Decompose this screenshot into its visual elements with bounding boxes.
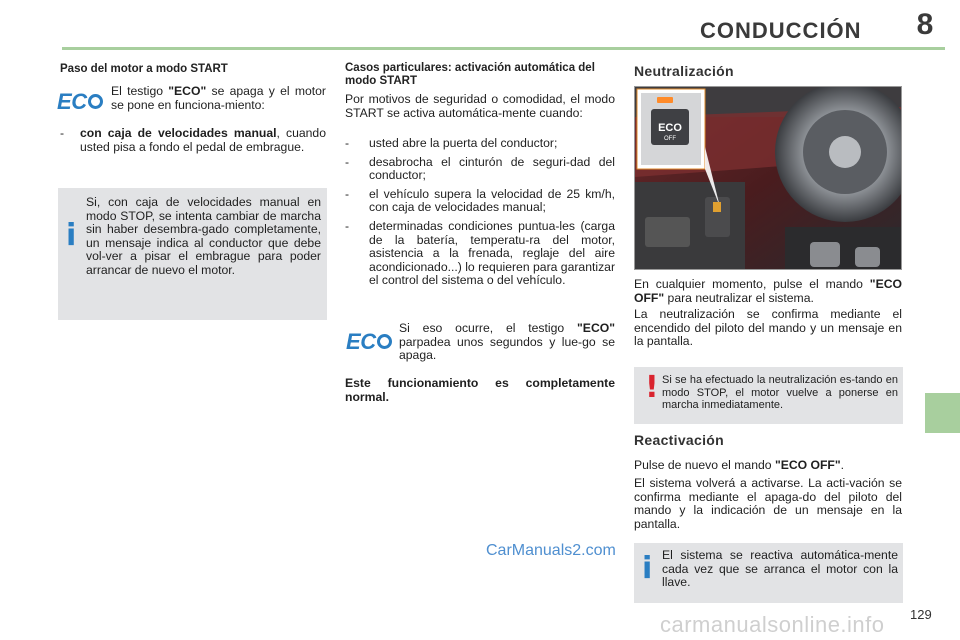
dashboard-illustration [635, 87, 902, 270]
reactivation-text-2: El sistema volverá a activarse. La acti-vación se confirma mediante el apaga-do del piloto del mando y la indicación de un mensaje en la pantalla. [634, 476, 902, 531]
dashboard-photo [634, 86, 902, 270]
info-text-reactivation: El sistema se reactiva automática-mente cada vez que se arranca el motor con la llave. [662, 548, 898, 590]
list-item: - el vehículo supera la velocidad de 25 km/h, con caja de velocidades manual; [345, 186, 615, 215]
chapter-side-tab [925, 393, 960, 433]
header-rule [62, 47, 945, 50]
list-item: - desabrocha el cinturón de seguri-dad del conductor; [345, 154, 615, 183]
watermark-bottom: carmanualsonline.info [660, 612, 885, 637]
neutralization-heading: Neutralización [634, 63, 734, 79]
eco-button-label: ECO [658, 122, 682, 134]
normal-operation-note: Este funcionamiento es completamente normal. [345, 376, 615, 404]
warning-text: Si se ha efectuado la neutralización es-tando en modo STOP, el motor vuelve a ponerse en marcha inmediatamente. [662, 374, 898, 412]
info-icon-2: i [642, 551, 653, 586]
reactivation-heading: Reactivación [634, 432, 724, 448]
warning-exclamation-icon: ! [645, 370, 659, 405]
info-box-manual [58, 188, 327, 320]
eco-indicator-icon: EC [57, 91, 103, 113]
manual-gearbox-item: - con caja de velocidades manual, cuando usted pisa a fondo el pedal de embrague. [60, 126, 326, 154]
info-box-reactivation [634, 543, 903, 603]
info-icon: i [66, 218, 77, 253]
chapter-number: 8 [916, 8, 934, 41]
page-number: 129 [910, 607, 932, 622]
eco-indicator-icon-2: EC [346, 331, 392, 353]
start-mode-heading: Paso del motor a modo START [60, 63, 228, 75]
watermark-site: CarManuals2.com [486, 542, 616, 559]
eco-flash-description: Si eso ocurre, el testigo "ECO" parpadea unos segundos y lue-go se apaga. [399, 321, 615, 363]
chapter-title: CONDUCCIÓN [700, 18, 862, 43]
warning-box [634, 367, 903, 424]
eco-off-description: El testigo "ECO" se apaga y el motor se pone en funciona-miento: [111, 84, 326, 112]
reactivation-text-1: Pulse de nuevo el mando "ECO OFF". [634, 458, 845, 472]
auto-start-list [345, 137, 615, 293]
eco-button-off-label: OFF [664, 136, 676, 142]
list-item: - usted abre la puerta del conductor; [345, 136, 558, 150]
info-text-manual: Si, con caja de velocidades manual en modo STOP, se intenta cambiar de marcha sin haber desembra-gado completamente, un mensaje indica al conductor que debe vol-ver a pisar el embrague para poder arrancar de nuevo el motor. [86, 195, 321, 277]
neutralization-text-2: La neutralización se confirma mediante el encendido del piloto del mando y un mensaje en la pantalla. [634, 307, 902, 349]
list-item: - determinadas condiciones puntua-les (carga de la batería, temperatu-ra del motor, asistencia a la frenada, reglaje del aire acondicionado...) lo requieren para garantizar el control del sistema o del vehículo. [345, 218, 615, 288]
auto-start-intro: Por motivos de seguridad o comodidad, el modo START se activa automática-mente cuando: [345, 92, 615, 120]
auto-start-heading: Casos particulares: activación automática del modo START [345, 62, 595, 87]
neutralization-text-1: En cualquier momento, pulse el mando "ECO OFF" para neutralizar el sistema. [634, 277, 902, 305]
